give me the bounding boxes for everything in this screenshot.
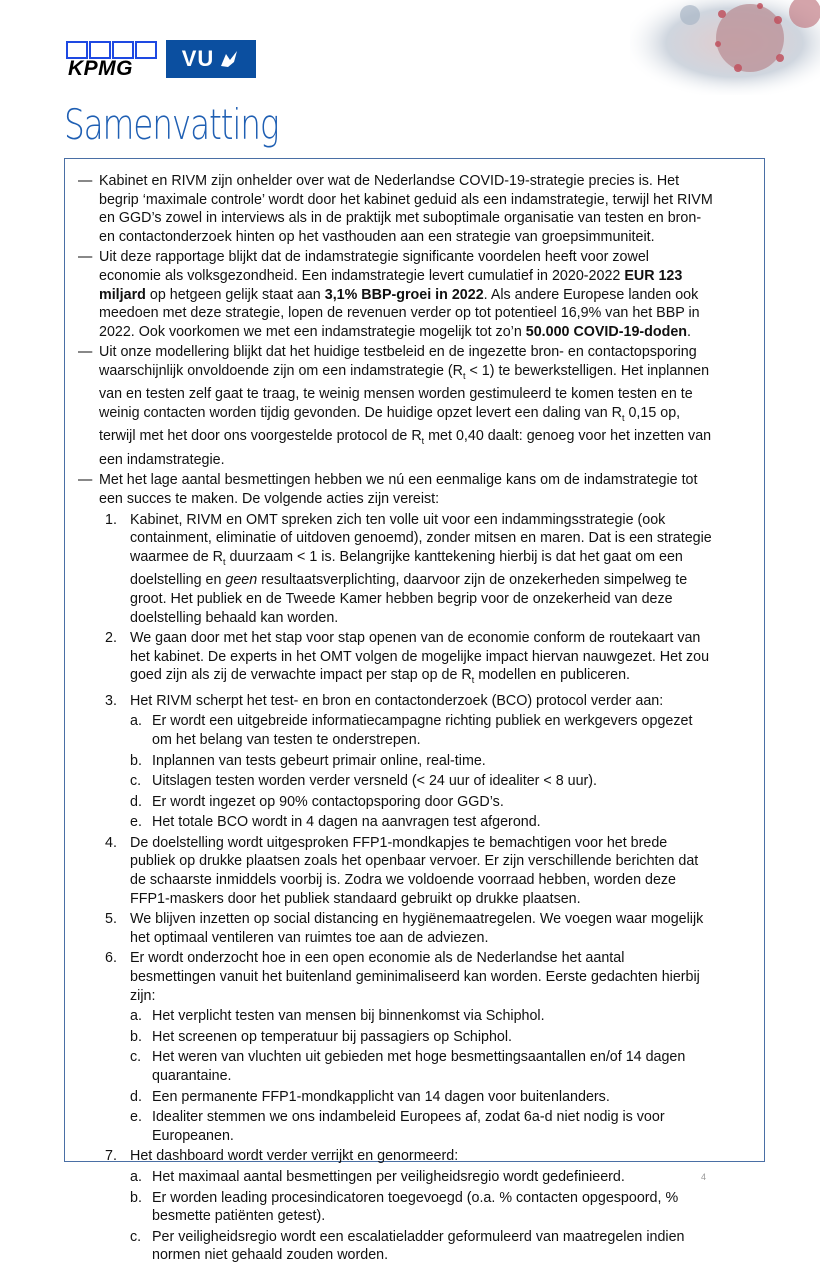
action-subitem — [78, 1007, 714, 1026]
subitem-text: Het screenen op temperatuur bij passagiers op Schiphol. — [152, 1028, 513, 1045]
dash-marker: — — [78, 344, 93, 361]
subitem-letter: d. — [130, 793, 142, 810]
action-item — [78, 1147, 714, 1166]
bullet-text: op hetgeen gelijk staat aan — [145, 286, 325, 303]
subitem-letter: b. — [130, 752, 142, 769]
action-number: 5. — [105, 911, 117, 928]
bullet-item — [78, 471, 714, 508]
dash-marker: — — [78, 472, 93, 489]
griffin-icon — [218, 48, 240, 70]
r-subscript: t — [222, 556, 226, 567]
bullet-item — [78, 343, 714, 469]
bullet-highlight: EUR 123 miljard — [99, 267, 683, 303]
action-subitem — [78, 1088, 714, 1107]
bullet-text: . — [687, 323, 692, 340]
action-number: 7. — [105, 1148, 117, 1165]
r-subscript: t — [462, 370, 466, 381]
subitem-text: Idealiter stemmen we ons indambeleid Europees af, zodat 6a-d niet nodig is voor Europeanen. — [152, 1109, 665, 1144]
subitem-text: Het verplicht testen van mensen bij binnenkomst via Schiphol. — [152, 1008, 545, 1025]
subitem-text: Uitslagen testen worden verder versneld (< 24 uur of idealiter < 8 uur). — [152, 773, 598, 790]
subitem-letter: a. — [130, 1008, 142, 1025]
r-subscript: t — [471, 675, 475, 686]
subitem-text: Per veiligheidsregio wordt een escalatieladder geformuleerd van maatregelen indien normen niet gehaald zouden worden. — [152, 1228, 685, 1264]
page-number: 4 — [700, 1172, 706, 1182]
action-item — [78, 910, 714, 947]
action-number: 6. — [105, 950, 117, 967]
kpmg-logo-text: KPMG — [68, 57, 133, 77]
action-subitem — [78, 813, 714, 832]
subitem-letter: e. — [130, 814, 142, 831]
action-text: Het dashboard wordt verder verrijkt en genormeerd: — [130, 1148, 459, 1165]
bullet-highlight: 3,1% BBP-groei in 2022 — [324, 286, 484, 303]
action-text: resultaatsverplichting, daarvoor zijn de onzekerheden simpelweg te groot. Het publiek en de Tweede Kamer hebben begrip voor de onzekerheid van deze doelstelling behaald kan worden. — [130, 572, 688, 626]
subitem-text: Inplannen van tests gebeurt primair online, real-time. — [152, 752, 486, 769]
summary-content — [78, 172, 714, 1265]
bullet-highlight: 50.000 COVID-19-doden — [525, 323, 688, 340]
subitem-text: Er wordt een uitgebreide informatiecampagne richting publiek en werkgevers opgezet om het belang van testen te onderstrepen. — [152, 713, 693, 748]
subitem-text: Het weren van vluchten uit gebieden met hoge besmettingsaantallen en/of 14 dagen quarantaine. — [152, 1049, 686, 1085]
action-subitem — [78, 1048, 714, 1085]
action-item — [78, 511, 714, 627]
action-subitem — [78, 752, 714, 771]
dash-marker: — — [78, 249, 93, 266]
bullet-text: met 0,40 daalt: genoeg voor het inzetten van een indamstrategie. — [99, 428, 712, 468]
dash-marker: — — [78, 173, 93, 189]
action-subitem — [78, 712, 714, 749]
subitem-letter: e. — [130, 1109, 142, 1126]
action-subitem — [78, 1189, 714, 1226]
r-subscript: t — [621, 412, 625, 423]
action-text: Er wordt onderzocht hoe in een open economie als de Nederlandse het aantal besmettingen vanuit het buitenland geminimaliseerd kan worden. Eerste gedachten hierbij zijn: — [130, 950, 700, 1004]
action-text: modellen en publiceren. — [474, 667, 631, 684]
action-text: Kabinet, RIVM en OMT spreken zich ten volle uit voor een indammingsstrategie (ook containment, eliminatie of uitdoven genoemd), zonder mitsen en maren. Dat is een strategie waarmee de R — [130, 511, 712, 565]
action-subitem — [78, 793, 714, 812]
action-text: Het RIVM scherpt het test- en bron en contactonderzoek (BCO) protocol verder aan: — [130, 692, 664, 709]
action-emphasis: geen — [225, 572, 258, 589]
subitem-letter: a. — [130, 1168, 142, 1185]
action-number: 4. — [105, 834, 117, 851]
subitem-letter: a. — [130, 713, 142, 730]
subitem-text: Er wordt ingezet op 90% contactopsporing door GGD’s. — [152, 793, 504, 810]
virus-illustration — [630, 0, 820, 95]
bullet-text: Kabinet en RIVM zijn onhelder over wat de Nederlandse COVID-19-strategie precies is. Het begrip ‘maximale controle’ wordt door het kabinet geduid als een indamstrategie, terwijl het RIVM en GGD’s zowel in interviews als in de praktijk met suboptimale organisatie van testen en bron- en contactonderzoek hinten op het vasthouden aan een strategie van groepsimmuniteit. — [99, 173, 713, 245]
subitem-letter: b. — [130, 1028, 142, 1045]
subitem-letter: c. — [130, 1049, 142, 1066]
action-subitem — [78, 772, 714, 791]
action-text: De doelstelling wordt uitgesproken FFP1-mondkapjes te bemachtigen voor het brede publiek op drukke plaatsen zoals het openbaar vervoer. Er zijn verschillende berichten dat de schaarste inmiddels voorbij is. Zodra we voldoende voorraad hebben, worden deze FFP1-maskers door het publiek standaard gebruikt op drukke plaatsen. — [130, 834, 699, 907]
logo-bar — [66, 40, 256, 78]
subitem-text: Het totale BCO wordt in 4 dagen na aanvragen test afgerond. — [152, 814, 541, 831]
bullet-item — [78, 248, 714, 341]
action-item — [78, 629, 714, 690]
kpmg-logo — [66, 41, 158, 77]
action-text: We blijven inzetten op social distancing en hygiënemaatregelen. We voegen waar mogelijk het optimaal ventileren van ruimtes toe aan de adviezen. — [130, 911, 704, 946]
action-number: 3. — [105, 692, 117, 709]
bullet-item — [78, 172, 714, 246]
action-text: duurzaam < 1 is. Belangrijke kanttekening hierbij is dat het gaat om een doelstelling en — [130, 548, 683, 589]
page-title: Samenvatting — [64, 100, 279, 149]
action-subitem — [78, 1168, 714, 1187]
subitem-letter: b. — [130, 1189, 142, 1206]
r-subscript: t — [421, 436, 425, 447]
kpmg-logo-boxes — [66, 41, 158, 77]
bullet-text: < 1) te bewerkstelligen. Het inplannen van en testen zelf gaat te traag, te weinig mensen worden gestimuleerd te komen testen en te weinig contacten worden tijdig gevonden. De huidige opzet levert een daling van R — [99, 362, 710, 421]
subitem-text: Een permanente FFP1-mondkapplicht van 14 dagen voor buitenlanders. — [152, 1088, 610, 1105]
vu-logo — [166, 40, 256, 78]
action-subitem — [78, 1228, 714, 1265]
action-text: We gaan door met het stap voor stap openen van de economie conform de routekaart van het kabinet. De experts in het OMT volgen de mogelijke impact hiervan nauwgezet. Het zou goed zijn als zij de verwachte impact per stap op de R — [130, 630, 710, 684]
action-number: 1. — [105, 511, 117, 528]
action-subitem — [78, 1108, 714, 1145]
action-item — [78, 949, 714, 1005]
subitem-letter: c. — [130, 773, 142, 790]
bullet-text: Uit deze rapportage blijkt dat de indamstrategie significante voordelen heeft voor zowel economie als volksgezondheid. Een indamstrategie levert cumulatief in 2020-2022 — [99, 249, 649, 284]
subitem-text: Het maximaal aantal besmettingen per veiligheidsregio wordt gedefinieerd. — [152, 1168, 625, 1185]
action-item — [78, 692, 714, 711]
bullet-text: 0,15 op, terwijl met het door ons voorgestelde protocol de R — [99, 404, 681, 445]
subitem-letter: c. — [130, 1228, 142, 1245]
bullet-text: Uit onze modellering blijkt dat het huidige testbeleid en de ingezette bron- en contactopsporing waarschijnlijk onvoldoende zijn om een indamstrategie (R — [99, 344, 697, 379]
bullet-text: . Als andere Europese landen ook meedoen met deze strategie, lopen de revenuen verder op tot potentieel 16,9% van het BBP in 2022. Ook voorkomen we met een indamstrategie mogelijk tot zo’n — [99, 286, 700, 340]
vu-logo-text: VU — [181, 46, 215, 71]
action-subitem — [78, 1028, 714, 1047]
subitem-letter: d. — [130, 1088, 142, 1105]
bullet-text: Met het lage aantal besmettingen hebben we nú een eenmalige kans om de indamstrategie tot een succes te maken. De volgende acties zijn vereist: — [99, 472, 698, 508]
action-item — [78, 834, 714, 908]
subitem-text: Er worden leading procesindicatoren toegevoegd (o.a. % contacten opgespoord, % besmette patiënten getest). — [152, 1189, 679, 1225]
action-number: 2. — [105, 630, 117, 647]
